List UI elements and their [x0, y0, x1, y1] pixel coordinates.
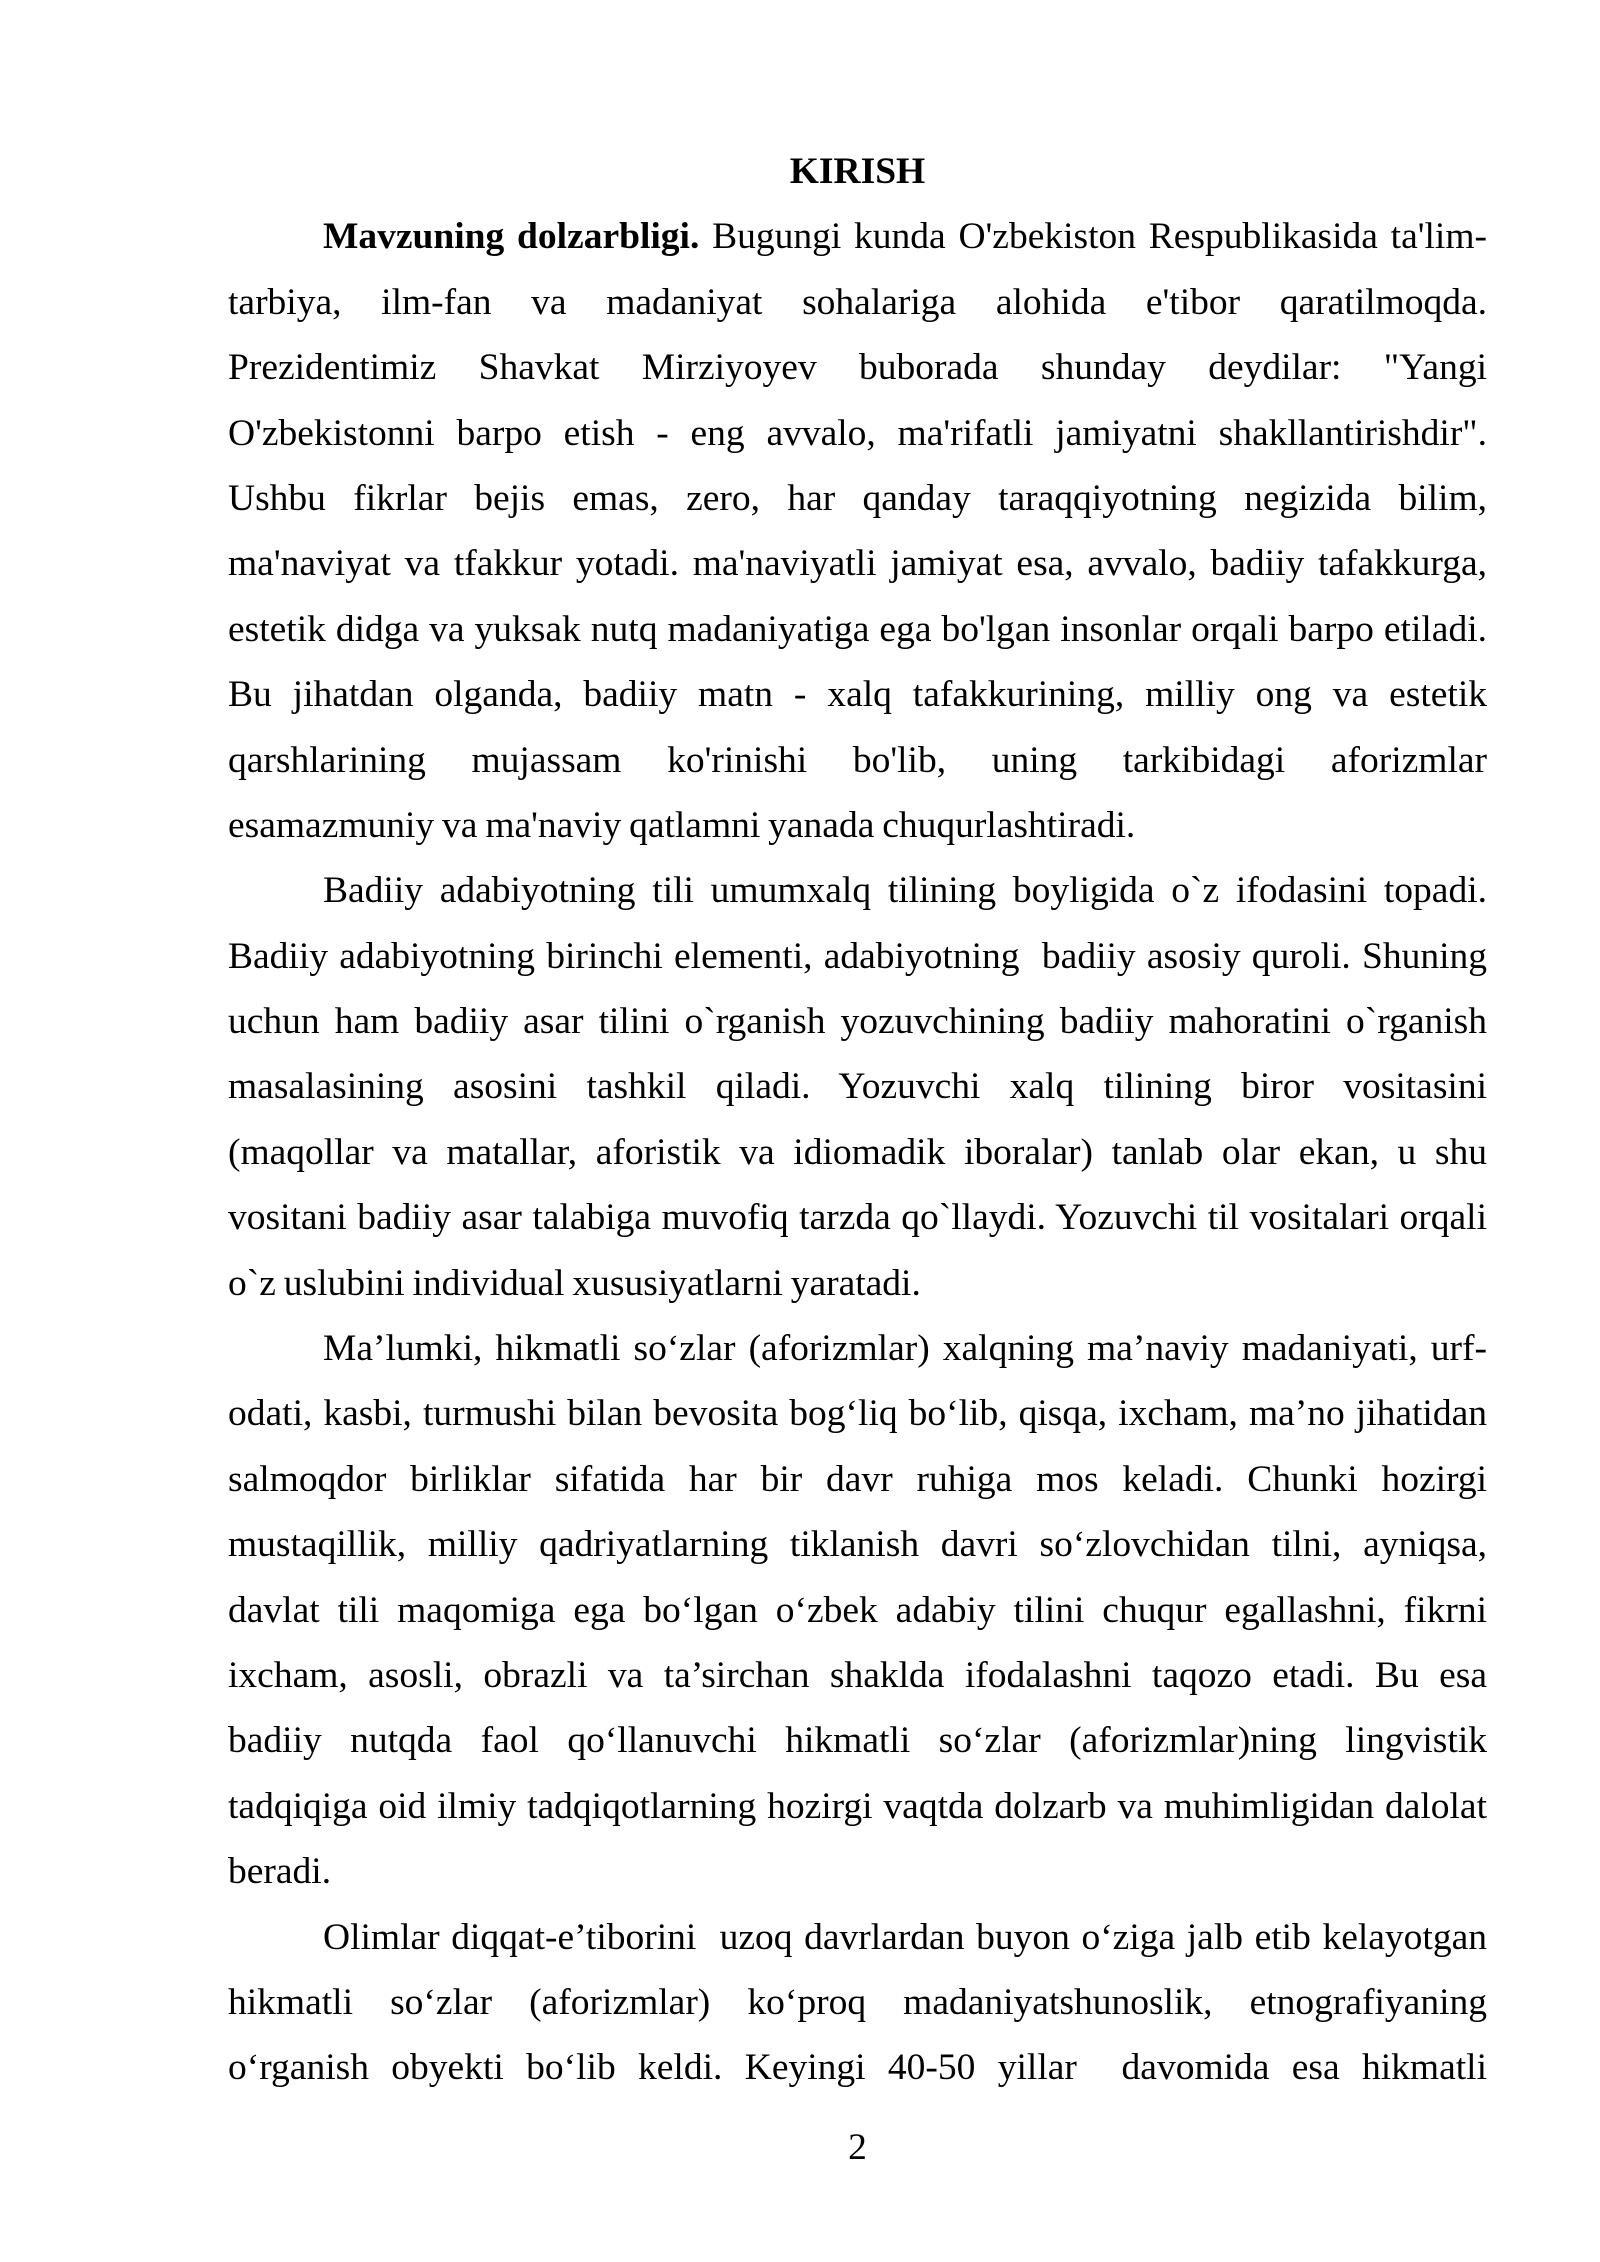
- text-line-paragraph-3: davlat tili maqomiga ega bo‘lgan o‘zbek adabiy tilini chuqur egallashni, fikrni: [228, 1589, 1487, 1631]
- text-line-paragraph-3: ixcham, asosli, obrazli va ta’sirchan shaklda ifodalashni taqozo etadi. Bu esa: [228, 1654, 1487, 1696]
- text-line-paragraph-2: uchun ham badiiy asar tilini o`rganish yozuvchining badiiy mahoratini o`rganish: [228, 1001, 1487, 1043]
- text-line-paragraph-1: Mavzuning dolzarbligi. Bugungi kunda O'zbekiston Respublikasida ta'lim-: [323, 216, 1487, 258]
- text-line-paragraph-3: mustaqillik, milliy qadriyatlarning tiklanish davri so‘zlovchidan tilni, ayniqsa,: [228, 1524, 1487, 1566]
- bold-run-in-heading: Mavzuning dolzarbligi.: [323, 216, 700, 258]
- text-line-paragraph-1: O'zbekistonni barpo etish - eng avvalo, ma'rifatli jamiyatni shakllantirishdir".: [228, 412, 1487, 454]
- text-line-paragraph-1: Ushbu fikrlar bejis emas, zero, har qanday taraqqiyotning negizida bilim,: [228, 477, 1487, 519]
- document-body: [228, 139, 1487, 2101]
- text-line-paragraph-4: o‘rganish obyekti bo‘lib keldi. Keyingi 40-50 yillar davomida esa hikmatli: [228, 2047, 1487, 2089]
- text-line-paragraph-2: (maqollar va matallar, aforistik va idiomadik iboralar) tanlab olar ekan, u shu: [228, 1131, 1487, 1173]
- text-line-paragraph-3: salmoqdor birliklar sifatida har bir davr ruhiga mos keladi. Chunki hozirgi: [228, 1458, 1487, 1500]
- text-line-paragraph-1: Bu jihatdan olganda, badiiy matn - xalq tafakkurining, milliy ong va estetik: [228, 674, 1487, 716]
- text-line-paragraph-2: o`z uslubini individual xususiyatlarni yaratadi.: [228, 1262, 921, 1304]
- text-line-paragraph-2: masalasining asosini tashkil qiladi. Yozuvchi xalq tilining biror vositasini: [228, 1066, 1487, 1108]
- text-line-paragraph-2: vositani badiiy asar talabiga muvofiq tarzda qo`llaydi. Yozuvchi til vositalari orqali: [228, 1197, 1487, 1239]
- text-line-paragraph-3: beradi.: [228, 1851, 332, 1893]
- text-line-paragraph-1: estetik didga va yuksak nutq madaniyatiga ega bo'lgan insonlar orqali barpo etiladi.: [228, 608, 1487, 650]
- text-line-paragraph-1: Prezidentimiz Shavkat Mirziyoyev buborada shunday deydilar: "Yangi: [228, 347, 1487, 389]
- page-number: 2: [848, 2127, 867, 2168]
- paragraphs-container: [228, 204, 1487, 2100]
- text-line-paragraph-3: odati, kasbi, turmushi bilan bevosita bog‘liq bo‘lib, qisqa, ixcham, ma’no jihatidan: [228, 1393, 1487, 1435]
- text-line-paragraph-3: badiiy nutqda faol qo‘llanuvchi hikmatli so‘zlar (aforizmlar)ning lingvistik: [228, 1720, 1487, 1762]
- text-line-paragraph-4: Olimlar diqqat-e’tiborini uzoq davrlardan buyon o‘ziga jalb etib kelayotgan: [323, 1916, 1487, 1958]
- text-line-paragraph-3: Ma’lumki, hikmatli so‘zlar (aforizmlar) xalqning ma’naviy madaniyati, urf-: [323, 1328, 1487, 1370]
- text-line-paragraph-1: tarbiya, ilm-fan va madaniyat sohalariga alohida e'tibor qaratilmoqda.: [228, 281, 1487, 323]
- text-line-paragraph-4: hikmatli so‘zlar (aforizmlar) ko‘proq madaniyatshunoslik, etnografiyaning: [228, 1981, 1487, 2023]
- text-line-paragraph-2: Badiiy adabiyotning tili umumxalq tilining boyligida o`z ifodasini topadi.: [323, 870, 1487, 912]
- page-title: KIRISH: [789, 151, 926, 192]
- text-line-paragraph-2: Badiiy adabiyotning birinchi elementi, adabiyotning badiiy asosiy quroli. Shuning: [228, 935, 1487, 977]
- text-line-paragraph-1: esamazmuniy va ma'naviy qatlamni yanada chuqurlashtiradi.: [228, 804, 1136, 846]
- text-line-paragraph-3: tadqiqiga oid ilmiy tadqiqotlarning hozirgi vaqtda dolzarb va muhimligidan dalolat: [228, 1785, 1487, 1827]
- text-line-paragraph-1: ma'naviyat va tfakkur yotadi. ma'naviyatli jamiyat esa, avvalo, badiiy tafakkurga,: [228, 543, 1487, 585]
- text-line-paragraph-1: qarshlarining mujassam ko'rinishi bo'lib, uning tarkibidagi aforizmlar: [228, 739, 1487, 781]
